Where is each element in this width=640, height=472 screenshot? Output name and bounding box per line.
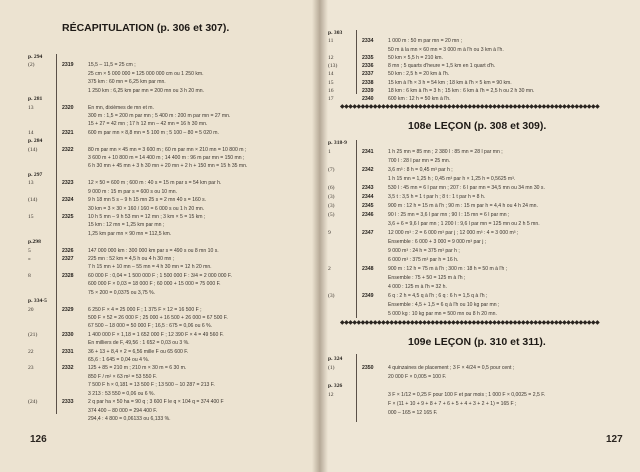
answer-text: 700 l : 28 l par mn = 25 mn.: [388, 158, 451, 164]
answer-text: 530 l : 45 mn = 6 l par mn ; 207 : 6 l par mn = 34,5 mn ou 34 mn 30 s.: [388, 185, 545, 191]
answer-text: 3 213 : 53 550 = 0,06 ou 6 %.: [88, 390, 155, 397]
answer-row: [28, 197, 312, 204]
answer-row: [28, 365, 312, 372]
problem-number: 2341: [362, 149, 374, 155]
answer-text: 000 – 165 = 12 165 F.: [388, 410, 438, 416]
answer-row: [328, 55, 632, 62]
answer-text: 18 km : 6 km à l'h = 3 h ; 15 km : 6 km à l'h = 2,5 h ou 2 h 30 mn.: [388, 87, 535, 94]
book-gutter-shadow: [312, 0, 328, 472]
answer-row: [328, 167, 632, 174]
answer-row: [28, 222, 312, 229]
answer-row: [28, 273, 312, 280]
answer-text: 25 cm × 5 000 000 = 125 000 000 cm ou 1 250 km.: [88, 70, 204, 77]
answer-row: [28, 256, 312, 263]
answer-text: 50 km × 5,5 h = 210 km.: [388, 54, 443, 61]
page-reference: 12: [328, 54, 334, 61]
problem-number: 2350: [362, 365, 374, 371]
answer-row: [28, 130, 312, 137]
answer-text: 294,4 : 4 800 = 0,06133 ou 6,133 %.: [88, 416, 171, 422]
page-reference: p. 297: [28, 171, 43, 178]
answer-text: Ensemble : 6 000 + 3 000 = 9 000 m³ par j ;: [388, 239, 487, 245]
page-reference: 11: [328, 38, 334, 45]
answer-row: [328, 302, 632, 309]
answer-row: [328, 96, 632, 103]
answer-text: 900 m : 12 h = 15 m à l'h ; 90 m : 15 m par h = 4,4 h ou 4 h 24 mn.: [388, 203, 538, 209]
answer-text: 65,6 : 1 645 = 0,04 ou 4 %.: [88, 357, 150, 364]
answer-text: 75 × 200 = 0,0375 ou 3,75 %.: [88, 289, 156, 296]
answer-text: 225 mn : 52 km = 4,5 h ou 4 h 30 mn ;: [88, 256, 175, 263]
answer-row: [328, 374, 632, 381]
answer-text: 4 000 : 125 m à l'h = 32 h.: [388, 284, 447, 290]
answer-row: [28, 105, 312, 112]
answer-row: [28, 408, 312, 415]
problem-number: 2342: [362, 167, 374, 173]
page-reference: 5: [28, 247, 31, 254]
answer-row: [28, 307, 312, 314]
page-reference: p. 294: [28, 54, 43, 60]
answer-text: 5 000 kg : 10 kg par mn = 500 mn ou 8 h 20 mn.: [388, 311, 497, 317]
answer-text: 8 mn ; 5 quarts d'heure = 1,5 km en 1 quart d'h.: [388, 63, 496, 69]
page-reference: p. 303: [328, 30, 343, 36]
answer-text: 3 600 m + 10 800 m = 14 400 m ; 14 400 m : 96 m par mn = 150 mn ;: [88, 155, 245, 162]
answer-text: 600 000 F × 0,03 = 18 000 F ; 60 000 + 15 000 = 75 000 F.: [88, 281, 221, 288]
problem-number: 2346: [362, 212, 374, 218]
answer-row: [328, 38, 632, 45]
page-reference: p. 334-5: [28, 298, 47, 305]
answer-row: [28, 206, 312, 213]
page-reference: 14: [328, 71, 334, 78]
answer-row: [328, 158, 632, 165]
problem-number: 2329: [62, 306, 74, 313]
answer-text: 36 + 13 + 8,4 × 2 = 6,56 mille F ou 65 600 F.: [88, 348, 189, 355]
answer-row: [328, 392, 632, 399]
answer-text: 3,5 t : 3,5 h = 1 t par h ; 8 t : 1 t par h = 8 h.: [388, 194, 486, 200]
answer-text: 67 500 – 18 000 = 50 000 F ; 16,5 : 675 = 0,06 ou 6 %.: [88, 323, 213, 330]
page-reference: (14): [28, 197, 38, 204]
answer-row: [28, 323, 312, 330]
answer-text: 80 m par mn × 45 mn = 3 600 m ; 60 m par mn × 210 mn = 10 800 m ;: [88, 146, 247, 153]
problem-number: 2339: [362, 87, 374, 94]
answer-text: Ensemble : 75 + 50 = 125 m à l'h ;: [388, 275, 466, 281]
answer-row: [28, 416, 312, 423]
answer-text: 600 km : 12 h = 50 km à l'h.: [388, 96, 451, 102]
answer-row: [28, 163, 312, 170]
problem-number: 2325: [62, 213, 74, 220]
page-reference: »: [28, 256, 31, 263]
answer-row: [328, 401, 632, 408]
answer-text: 15 + 27 = 42 mn ; 17 h 12 mn – 42 mn = 16 h 30 mn.: [88, 121, 208, 128]
answer-text: 6 h 30 mn + 45 mn + 3 h 30 mn + 20 mn + 2 h + 150 mn = 15 h 35 mn.: [88, 163, 248, 170]
page-reference: 23: [28, 365, 34, 372]
page-reference: 17: [328, 96, 334, 102]
problem-number: 2319: [62, 62, 74, 69]
page-reference: p.298: [28, 239, 41, 246]
answer-text: 30 km = 3 × 30 × 160 / 160 = 6 000 s ou 1 h 20 mn.: [88, 205, 205, 212]
answer-row: [28, 382, 312, 389]
page-reference: (6): [328, 185, 335, 191]
answer-row: [28, 214, 312, 221]
answer-text: 1 000 m : 50 m par mn = 20 mn ;: [388, 38, 463, 45]
page-reference: (3): [328, 293, 335, 299]
page-reference: p. 318-9: [328, 140, 347, 146]
answer-row: [328, 30, 632, 37]
answer-row: [328, 356, 632, 363]
answer-row: [328, 63, 632, 70]
answer-row: [28, 79, 312, 86]
answer-row: [28, 264, 312, 271]
answer-row: [328, 266, 632, 273]
answer-text: 600 m par mn × 8,8 mn = 5 100 m ; 5 100 – 80 = 5 020 m.: [88, 129, 219, 136]
page-reference: p. 326: [328, 383, 343, 389]
answer-text: 1 400 000 F × 1,18 = 1 652 000 F ; 12 390 F × 4 = 49 560 F.: [88, 331, 224, 338]
problem-number: 2344: [362, 194, 374, 200]
answer-text: 20 000 F × 0,005 = 100 F.: [388, 374, 447, 380]
answer-row: [328, 176, 632, 183]
page-reference: 12: [328, 392, 334, 398]
answer-row: [28, 180, 312, 187]
answer-row: [28, 88, 312, 95]
answer-row: [328, 275, 632, 282]
answer-row: [28, 391, 312, 398]
page-reference: (3): [328, 194, 335, 200]
right-page: [320, 0, 640, 472]
problem-number: 2349: [362, 293, 374, 299]
answer-row: [328, 239, 632, 246]
answer-text: 2 q par ha × 50 ha = 90 q ; 3 600 F le q × 104 q = 374 400 F: [88, 399, 224, 406]
answer-text: 1,25 km par mn × 90 mn = 112,5 km.: [88, 230, 172, 237]
answer-row: [28, 349, 312, 356]
problem-number: 2323: [62, 180, 74, 187]
page-reference: 13: [28, 180, 34, 187]
answer-row: [328, 383, 632, 390]
answer-text: 7 h 15 mn + 10 mn – 55 mn = 4 h 30 mn = 12 h 20 mn.: [88, 264, 212, 271]
answer-row: [28, 239, 312, 246]
problem-number: 2347: [362, 230, 374, 236]
answer-row: [28, 374, 312, 381]
problem-number: 2331: [62, 348, 74, 355]
answer-text: 850 F / m² × 63 m² = 53 550 F.: [88, 373, 157, 380]
page-reference: (24): [28, 399, 38, 406]
page-reference: 8: [28, 272, 31, 279]
answer-row: [28, 189, 312, 196]
problem-number: 2343: [362, 185, 374, 191]
page-reference: 22: [28, 348, 34, 355]
problem-number: 2348: [362, 266, 374, 272]
divider-ornament: ◆◆◆◆◆◆◆◆◆◆◆◆◆◆◆◆◆◆◆◆◆◆◆◆◆◆◆◆◆◆◆◆◆◆◆◆◆◆◆◆◆◆◆◆◆◆◆◆◆◆◆◆◆◆◆◆◆◆◆◆◆◆◆: [340, 320, 600, 326]
answer-text: 1 h 15 mn = 1,25 h ; 0,45 m³ par h × 1,25 h = 0,5625 m³.: [388, 176, 516, 182]
problem-number: 2340: [362, 96, 374, 102]
answer-row: [328, 311, 632, 318]
answer-row: [28, 54, 312, 61]
problem-number: 2338: [362, 79, 374, 86]
page-reference: (2): [28, 62, 35, 69]
answer-row: [328, 212, 632, 219]
page-reference: (3): [328, 203, 335, 209]
page-reference: 2: [328, 266, 331, 272]
problem-number: 2320: [62, 104, 74, 111]
answer-text: 500 F × 52 = 26 000 F ; 25 000 + 16 500 + 26 000 = 67 500 F.: [88, 314, 228, 321]
answer-text: 6 250 F × 4 = 25 000 F ; 1 375 F × 12 = 16 500 F ;: [88, 306, 202, 313]
problem-number: 2328: [62, 272, 74, 279]
answer-row: [328, 194, 632, 201]
answer-row: [328, 149, 632, 156]
answer-text: 9 h 18 mn 5 s – 9 h 15 mn 25 s = 2 mn 40 s = 160 s.: [88, 197, 207, 204]
answer-row: [328, 203, 632, 210]
answer-text: 90 l : 25 mn = 3,6 l par mn ; 90 l : 15 mn = 6 l par mn ;: [388, 212, 510, 218]
answer-text: 15 km à l'h × 3 h = 54 km ; 18 km à l'h × 5 km = 90 km.: [388, 79, 512, 86]
answer-row: [28, 121, 312, 128]
answer-text: 12 × 50 = 600 m ; 600 m : 40 s = 15 m par s = 54 km par h.: [88, 180, 222, 187]
page-reference: 20: [28, 306, 34, 313]
answer-text: En mn, dixièmes de mn et m.: [88, 104, 154, 111]
answer-row: [328, 185, 632, 192]
divider-ornament: ◆◆◆◆◆◆◆◆◆◆◆◆◆◆◆◆◆◆◆◆◆◆◆◆◆◆◆◆◆◆◆◆◆◆◆◆◆◆◆◆◆◆◆◆◆◆◆◆◆◆◆◆◆◆◆◆◆◆◆◆◆◆◆: [340, 104, 600, 110]
answer-row: [328, 88, 632, 95]
answer-text: 10 h 5 mn – 9 h 53 mn = 12 mn ; 3 km × 5 = 15 km ;: [88, 213, 206, 220]
page-reference: 14: [28, 129, 34, 136]
problem-number: 2330: [62, 331, 74, 338]
answer-text: 6 q : 2 h = 4,5 q à l'h ; 6 q : 6 h = 1,5 q à l'h ;: [388, 293, 488, 299]
answer-text: 375 km : 60 mn = 6,25 km par mn.: [88, 79, 166, 86]
page-reference: p. 281: [28, 96, 43, 103]
page-reference: 16: [328, 87, 334, 94]
problem-number: 2324: [62, 197, 74, 204]
lesson-108-title: 108e LEÇON (p. 308 et 309).: [408, 120, 547, 132]
answer-row: [28, 147, 312, 154]
answer-text: 6 000 m³ : 375 m³ par h = 16 h.: [388, 257, 459, 263]
answer-row: [28, 62, 312, 69]
answer-row: [28, 155, 312, 162]
page-reference: (1): [328, 365, 335, 371]
answer-row: [28, 96, 312, 103]
page-reference: 15: [28, 213, 34, 220]
page-reference: (21): [28, 331, 38, 338]
lesson-109-title: 109e LEÇON (p. 310 et 311).: [408, 336, 546, 348]
answer-row: [28, 340, 312, 347]
answer-text: 50 m à la mn × 60 mn = 3 000 m à l'h ou 3 km à l'h.: [388, 46, 504, 53]
page-reference: 15: [328, 79, 334, 86]
problem-number: 2327: [62, 256, 74, 263]
page-reference: (7): [328, 167, 335, 173]
answer-text: 15,5 – 11,5 = 25 cm ;: [88, 62, 136, 69]
answer-text: 1 250 km : 6,25 km par mn = 200 mn ou 3 h 20 mn.: [88, 87, 204, 94]
problem-number: 2336: [362, 63, 374, 69]
answer-row: [28, 281, 312, 288]
page-title-recapitulation: RÉCAPITULATION (p. 306 et 307).: [62, 22, 230, 34]
problem-number: 2332: [62, 365, 74, 372]
problem-number: 2322: [62, 146, 74, 153]
answer-text: 7 500 F h × 0,181 = 13 500 F ; 13 500 – 10 287 = 213 F.: [88, 382, 215, 389]
page-number-right: 127: [606, 434, 623, 445]
page-number-left: 126: [30, 434, 47, 445]
answer-text: Ensemble : 4,5 + 1,5 = 6 q à l'h ou 10 kg par mn ;: [388, 302, 500, 308]
answer-text: 50 km : 2,5 h = 20 km à l'h.: [388, 71, 450, 78]
answer-text: 374 400 – 80 000 = 294 400 F.: [88, 407, 158, 414]
answer-row: [28, 71, 312, 78]
answer-row: [328, 365, 632, 372]
page-reference: (13): [328, 63, 338, 69]
answer-row: [328, 257, 632, 264]
answer-text: 900 m : 12 h = 75 m à l'h ; 300 m : 18 h = 50 m à l'h ;: [388, 266, 508, 272]
answer-row: [28, 332, 312, 339]
answer-text: 1 h 25 mn = 85 mn ; 2 380 l : 85 mn = 28 l par mn ;: [388, 149, 503, 155]
page-reference: p. 324: [328, 356, 343, 362]
answer-text: 3 F × 1/12 = 0,25 F pour 100 F et par mois ; 1 000 F × 0,0025 = 2,5 F.: [388, 392, 546, 398]
page-reference: 9: [328, 230, 331, 236]
answer-text: 3,6 m³ : 8 h = 0,45 m³ par h ;: [388, 167, 453, 173]
answer-text: 60 000 F : 0,04 = 1 500 000 F ; 1 500 000 F : 3/4 = 2 000 000 F.: [88, 272, 232, 279]
answer-text: 3,6 + 6 = 9,6 l par mn ; 1 200 l : 9,6 l par mn = 125 mn ou 2 h 5 mn.: [388, 221, 540, 227]
page-reference: 1: [328, 149, 331, 155]
answer-text: 147 000 000 km : 300 000 km par s = 490 s ou 8 mn 10 s.: [88, 247, 219, 254]
answer-row: [328, 80, 632, 87]
answer-row: [28, 290, 312, 297]
answer-text: En milliers de F, 49,56 : 1 652 = 0,03 ou 3 %.: [88, 340, 190, 347]
page-reference: p. 284: [28, 138, 43, 145]
page-reference: (5): [328, 212, 335, 218]
answer-row: [328, 248, 632, 255]
page-reference: (14): [28, 146, 38, 153]
answer-row: [328, 410, 632, 417]
answer-text: 9 000 m : 15 m par s = 600 s ou 10 mn.: [88, 188, 178, 195]
page-reference: 13: [28, 104, 34, 111]
answer-text: 300 m : 1,5 = 200 m par mn ; 5 400 m : 200 m par mn = 27 mn.: [88, 112, 231, 119]
problem-number: 2326: [62, 247, 74, 254]
answer-row: [328, 230, 632, 237]
answer-row: [328, 284, 632, 291]
answer-row: [28, 399, 312, 406]
answer-row: [328, 221, 632, 228]
answer-row: [28, 315, 312, 322]
problem-number: 2321: [62, 129, 74, 136]
answer-row: [28, 298, 312, 305]
answer-text: 125 + 85 = 210 m ; 210 m × 30 m = 6 30 m.: [88, 365, 187, 372]
answer-text: 15 km : 12 mn = 1,25 km par mn ;: [88, 222, 165, 229]
problem-number: 2337: [362, 71, 374, 78]
problem-number: 2335: [362, 54, 374, 61]
problem-number: 2334: [362, 38, 374, 45]
answer-row: [28, 113, 312, 120]
answer-text: 9 000 m³ : 24 h = 375 m³ par h ;: [388, 248, 460, 254]
answer-row: [328, 47, 632, 54]
answer-row: [28, 248, 312, 255]
answer-text: 12 000 m³ : 2 = 6 000 m³ par j ; 12 000 m³ : 4 = 3 000 m³ ;: [388, 230, 519, 236]
answer-text: F × (11 + 10 + 9 + 8 + 7 + 6 + 5 + 4 + 3 + 2 + 1) = 165 F ;: [388, 401, 517, 407]
problem-number: 2333: [62, 399, 74, 406]
answer-row: [28, 172, 312, 179]
answer-text: 4 quinzaines de placement ; 3 F × 4/24 = 0,5 pour cent ;: [388, 365, 515, 371]
answer-row: [28, 138, 312, 145]
answer-row: [28, 231, 312, 238]
answer-row: [28, 357, 312, 364]
answer-row: [328, 71, 632, 78]
answer-row: [328, 293, 632, 300]
answer-row: [328, 140, 632, 147]
problem-number: 2345: [362, 203, 374, 209]
